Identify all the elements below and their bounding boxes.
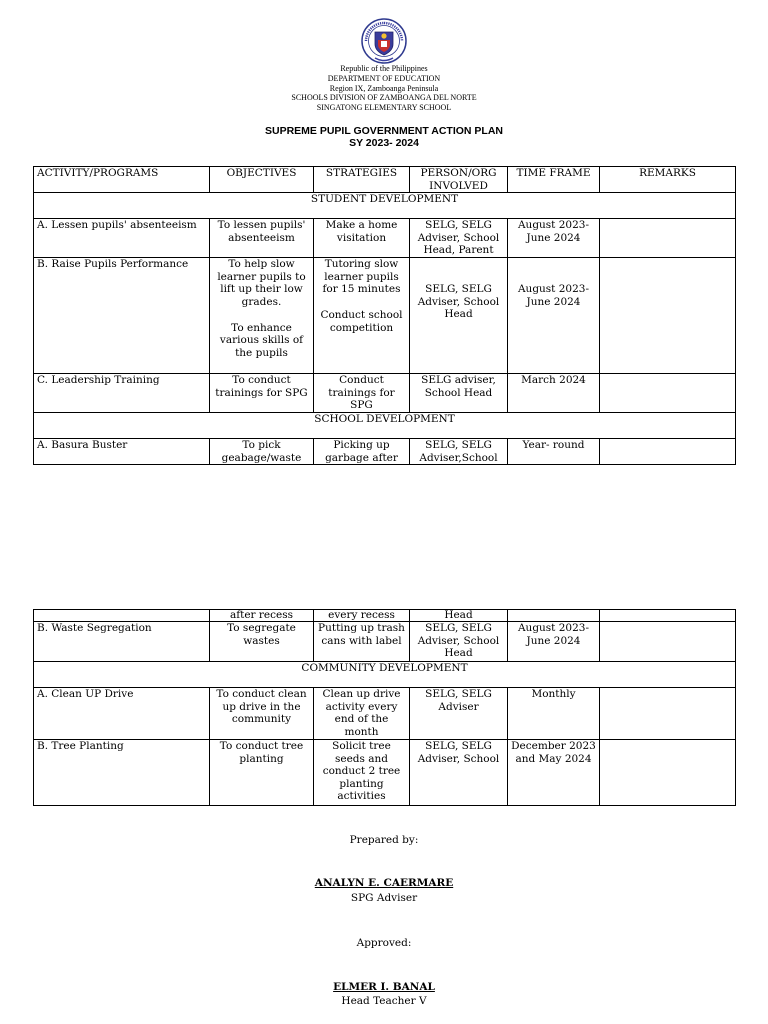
section-row	[34, 662, 736, 688]
cell-person: SELG, SELG Adviser, School Head	[410, 258, 508, 374]
cell-person: SELG, SELG Adviser, School	[410, 740, 508, 806]
objective-text: To help slow learner pupils to lift up their low grades.	[217, 258, 306, 308]
strategy-text: Tutoring slow learner pupils for 15 minutes	[322, 258, 401, 296]
cell-strategies: Clean up drive activity every end of the month	[314, 688, 410, 740]
table-header-row	[34, 167, 736, 193]
cell-remarks	[600, 374, 736, 413]
cell-activity: C. Leadership Training	[34, 374, 210, 413]
header-division: SCHOOLS DIVISION OF ZAMBOANGA DEL NORTE	[291, 93, 477, 102]
action-plan-table	[33, 166, 736, 465]
cell-remarks	[600, 622, 736, 662]
cell-objectives: To lessen pupils' absenteeism	[210, 219, 314, 258]
cell-strategies: Putting up trash cans with label	[314, 622, 410, 662]
cell-activity: A. Basura Buster	[34, 439, 210, 465]
cell-activity: B. Tree Planting	[34, 740, 210, 806]
cell-strategies: Solicit tree seeds and conduct 2 tree planting activities	[314, 740, 410, 806]
cell-strategies: Picking up garbage after	[314, 439, 410, 465]
prepared-by-name: ANALYN E. CAERMARE	[314, 877, 454, 889]
cell-time-frame: Monthly	[508, 688, 600, 740]
cell-time-frame	[508, 610, 600, 622]
cell-person: SELG, SELG Adviser	[410, 688, 508, 740]
section-student-development: STUDENT DEVELOPMENT	[34, 193, 736, 219]
prepared-by-role: SPG Adviser	[350, 892, 418, 904]
header-school: SINGATONG ELEMENTARY SCHOOL	[316, 103, 452, 112]
header-activity: ACTIVITY/PROGRAMS	[34, 167, 210, 193]
cell-time-frame: March 2024	[508, 374, 600, 413]
cell-activity: A. Lessen pupils' absenteeism	[34, 219, 210, 258]
cell-objectives: To conduct tree planting	[210, 740, 314, 806]
cell-remarks	[600, 219, 736, 258]
deped-seal-icon	[361, 18, 407, 64]
section-community-development: COMMUNITY DEVELOPMENT	[34, 662, 736, 688]
header-republic: Republic of the Philippines	[340, 64, 428, 73]
header-strategies: STRATEGIES	[314, 167, 410, 193]
table-row	[34, 688, 736, 740]
cell-strategies: every recess	[314, 610, 410, 622]
cell-person: SELG adviser, School Head	[410, 374, 508, 413]
cell-strategies: Conduct trainings for SPG	[314, 374, 410, 413]
cell-remarks	[600, 740, 736, 806]
cell-remarks	[600, 258, 736, 374]
table-row	[34, 622, 736, 662]
approved-label: Approved:	[356, 937, 412, 949]
approved-by-role: Head Teacher V	[341, 995, 427, 1007]
cell-objectives: To conduct trainings for SPG	[210, 374, 314, 413]
header-remarks: REMARKS	[600, 167, 736, 193]
cell-person: SELG, SELG Adviser, School Head	[410, 622, 508, 662]
cell-remarks	[600, 688, 736, 740]
action-plan-table-continued	[33, 609, 736, 806]
header-region: Region IX, Zamboanga Peninsula	[329, 84, 439, 93]
cell-remarks	[600, 439, 736, 465]
cell-objectives: To pick geabage/waste	[210, 439, 314, 465]
strategy-text: Conduct school competition	[320, 308, 403, 334]
objective-text: To enhance various skills of the pupils	[219, 321, 304, 359]
cell-activity: B. Raise Pupils Performance	[34, 258, 210, 374]
cell-time-frame: August 2023- June 2024	[508, 219, 600, 258]
table-row	[34, 740, 736, 806]
cell-objectives: To conduct clean up drive in the community	[210, 688, 314, 740]
table-row	[34, 610, 736, 622]
prepared-by-label: Prepared by:	[349, 834, 419, 846]
cell-activity	[34, 610, 210, 622]
cell-person: SELG, SELG Adviser,School	[410, 439, 508, 465]
school-year: SY 2023- 2024	[349, 137, 419, 149]
approved-by-name: ELMER I. BANAL	[333, 981, 435, 993]
cell-time-frame: August 2023- June 2024	[508, 622, 600, 662]
cell-person: SELG, SELG Adviser, School Head, Parent	[410, 219, 508, 258]
cell-objectives: after recess	[210, 610, 314, 622]
cell-activity: B. Waste Segregation	[34, 622, 210, 662]
cell-strategies: Make a home visitation	[314, 219, 410, 258]
cell-activity: A. Clean UP Drive	[34, 688, 210, 740]
section-school-development: SCHOOL DEVELOPMENT	[34, 413, 736, 439]
table-row	[34, 219, 736, 258]
section-row	[34, 413, 736, 439]
cell-objectives: To segregate wastes	[210, 622, 314, 662]
cell-remarks	[600, 610, 736, 622]
header-objectives: OBJECTIVES	[210, 167, 314, 193]
cell-person: Head	[410, 610, 508, 622]
cell-objectives	[210, 258, 314, 374]
table-row	[34, 258, 736, 374]
cell-time-frame: December 2023 and May 2024	[508, 740, 600, 806]
document-title: SUPREME PUPIL GOVERNMENT ACTION PLAN	[264, 125, 504, 137]
table-row	[34, 374, 736, 413]
header-department: DEPARTMENT OF EDUCATION	[327, 74, 441, 83]
cell-strategies	[314, 258, 410, 374]
table-row	[34, 439, 736, 465]
section-row	[34, 193, 736, 219]
header-person: PERSON/ORG INVOLVED	[410, 167, 508, 193]
cell-time-frame: August 2023- June 2024	[508, 258, 600, 374]
header-time-frame: TIME FRAME	[508, 167, 600, 193]
cell-time-frame: Year- round	[508, 439, 600, 465]
